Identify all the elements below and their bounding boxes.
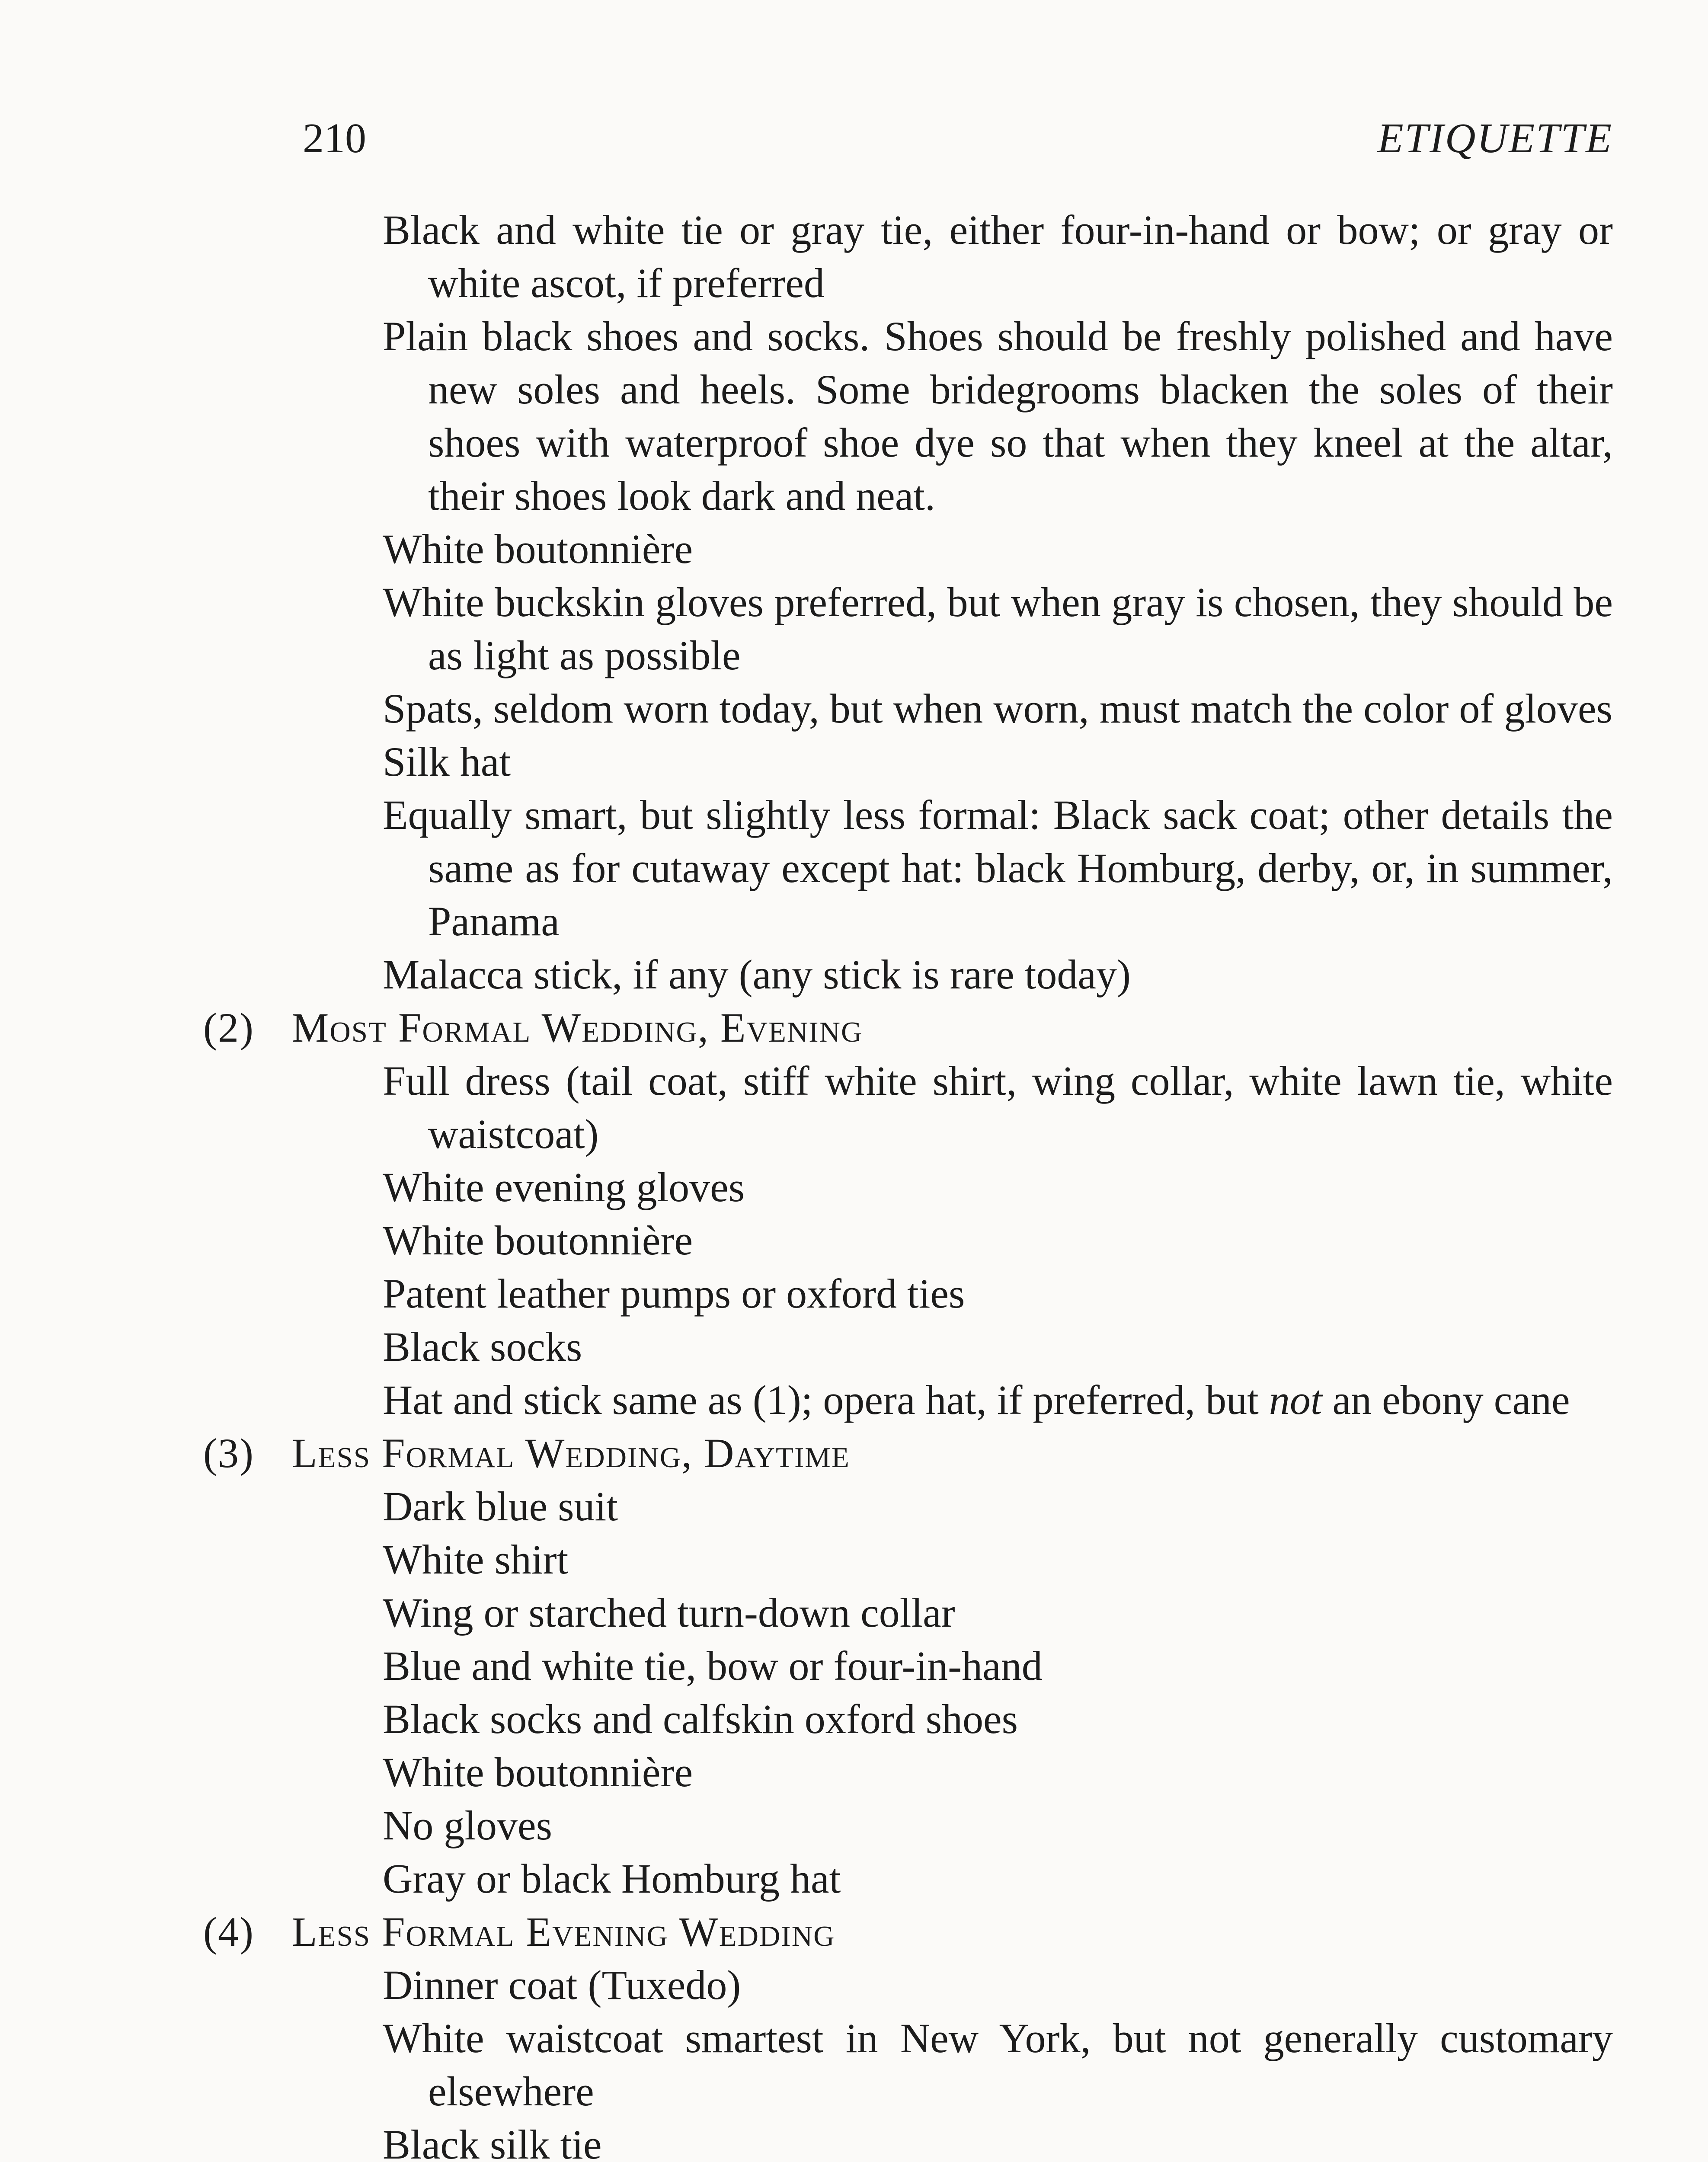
- list-item: White evening gloves: [383, 1164, 745, 1210]
- list-item: Malacca stick, if any (any stick is rare today): [383, 951, 1131, 998]
- list-item: White waistcoat smartest in New York, but not generally customary elsewhere: [383, 2015, 1613, 2114]
- section-number: (4): [203, 1909, 254, 1955]
- list-item: White boutonnière: [383, 526, 693, 572]
- list-item: Spats, seldom worn today, but when worn, must match the color of gloves: [383, 685, 1612, 732]
- section-number: (2): [203, 1004, 254, 1051]
- list-item: Silk hat: [383, 739, 511, 785]
- list-item-text: an ebony cane: [1322, 1377, 1570, 1423]
- list-item: Plain black shoes and socks. Shoes should be freshly polished and have new soles and heels. Some bridegrooms blacken the soles of their shoes with waterproof shoe dye so that when they kneel at the altar, their shoes look dark and neat.: [383, 313, 1613, 519]
- section-title: Most Formal Wedding, Evening: [292, 1004, 863, 1051]
- list-item: Gray or black Homburg hat: [383, 1855, 841, 1902]
- list-item: [203, 1373, 1613, 1426]
- section-heading: [203, 1905, 1613, 1958]
- emphasis-text: not: [1269, 1377, 1322, 1423]
- page-body: [203, 203, 1613, 2162]
- list-item: Equally smart, but slightly less formal: Black sack coat; other details the same as for cutaway except hat: black Homburg, derby, or, in summer, Panama: [383, 792, 1613, 944]
- list-item: Black socks and calfskin oxford shoes: [383, 1696, 1018, 1742]
- list-item: Dinner coat (Tuxedo): [383, 1962, 741, 2008]
- section-title: Less Formal Evening Wedding: [292, 1909, 835, 1955]
- running-head: ETIQUETTE: [1377, 115, 1613, 162]
- page-number: 210: [303, 115, 366, 162]
- list-item: White boutonnière: [383, 1217, 693, 1263]
- section-heading: [203, 1426, 1613, 1480]
- list-item: White shirt: [383, 1536, 569, 1583]
- list-item: Black and white tie or gray tie, either four-in-hand or bow; or gray or white ascot, if preferred: [383, 207, 1613, 306]
- list-item: Black silk tie: [383, 2121, 602, 2162]
- list-item: Full dress (tail coat, stiff white shirt, wing collar, white lawn tie, white waistcoat): [383, 1058, 1613, 1157]
- page-header: [303, 110, 1613, 166]
- list-item: Wing or starched turn-down collar: [383, 1590, 955, 1636]
- list-item: Black socks: [383, 1324, 582, 1370]
- list-item: White boutonnière: [383, 1749, 693, 1795]
- section-title: Less Formal Wedding, Daytime: [292, 1430, 850, 1476]
- list-item: Patent leather pumps or oxford ties: [383, 1270, 965, 1317]
- list-item: Dark blue suit: [383, 1483, 618, 1529]
- list-item: No gloves: [383, 1802, 552, 1849]
- list-item: White buckskin gloves preferred, but when gray is chosen, they should be as light as possible: [383, 579, 1613, 678]
- list-item-text: Hat and stick same as (1); opera hat, if preferred, but: [383, 1377, 1269, 1423]
- list-item: Blue and white tie, bow or four-in-hand: [383, 1643, 1043, 1689]
- section-number: (3): [203, 1430, 254, 1476]
- section-heading: [203, 1001, 1613, 1054]
